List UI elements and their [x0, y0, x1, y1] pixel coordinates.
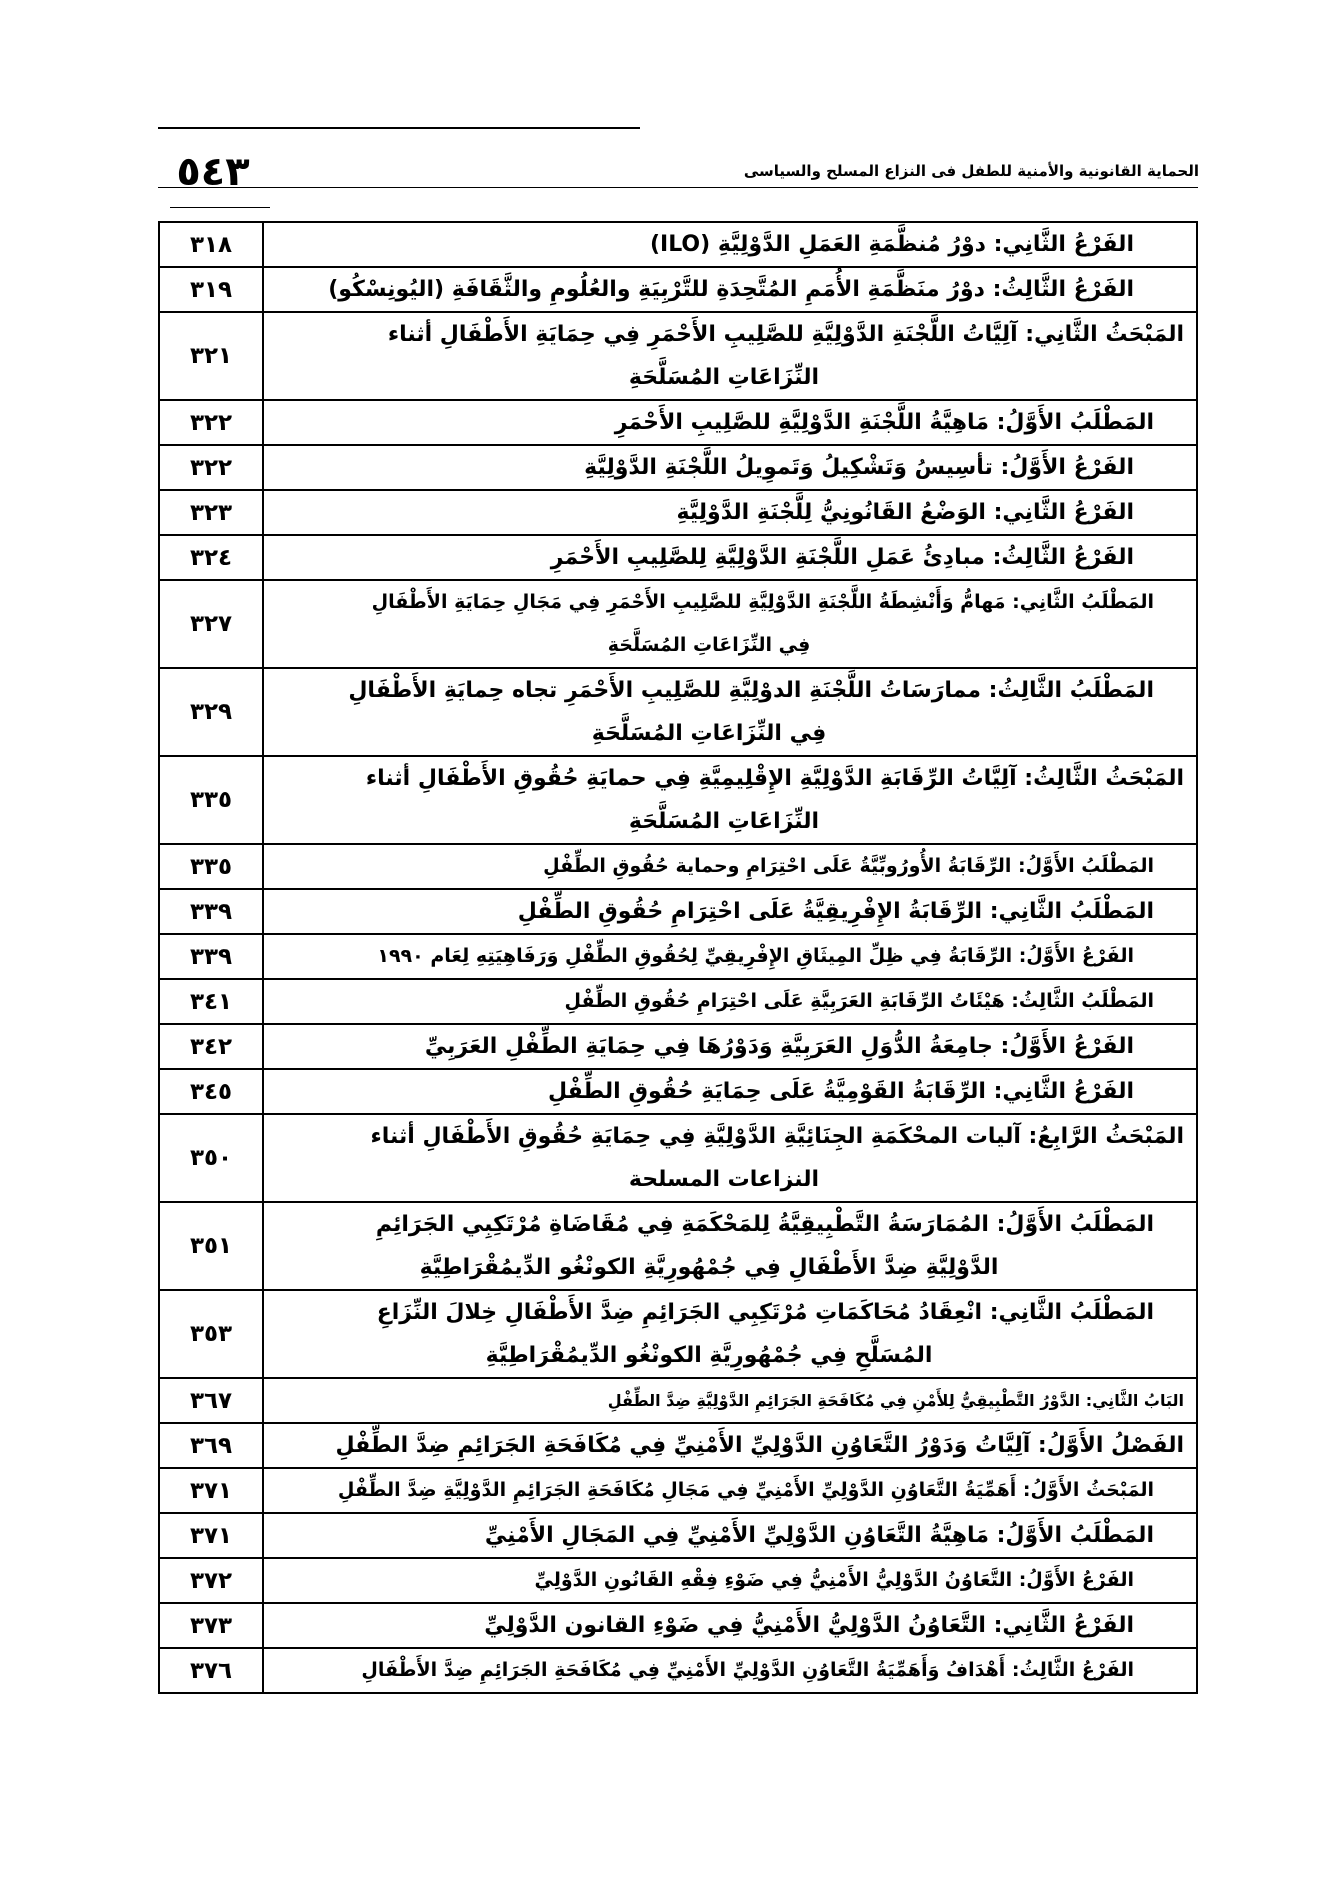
toc-entry-title — [263, 668, 1197, 756]
toc-entry-line-2: الدَّوْلِيَّةِ ضِدَّ الأَطْفَالِ فِي جُمْهُورِيَّةِ الكونْغُو الدِّيمُقْرَاطِيَّةِ — [419, 1255, 999, 1280]
toc-page-number: ٣٢٧ — [159, 580, 263, 668]
toc-page-number: ٣٢١ — [159, 312, 263, 400]
toc-entry-line-2: المُسَلَّحِ فِي جُمْهُورِيَّةِ الكونْغُو الدِّيمُقْرَاطِيَّةِ — [485, 1343, 933, 1368]
toc-entry-title — [263, 445, 1197, 490]
toc-row — [159, 1378, 1197, 1423]
toc-entry-title — [263, 1378, 1197, 1423]
toc-entry-title — [263, 1513, 1197, 1558]
toc-entry-line-1: الفَرْعُ الأَوَّلُ: الرِّقَابَةُ فِي ظِلِّ المِيثَاقِ الإِفْرِيقِيِّ لِحُقُوقِ الطِّفْلِ وَرَفَاهِيَتِهِ لِعَام ١٩٩٠ — [377, 945, 1134, 967]
toc-entry-title — [263, 267, 1197, 312]
toc-row — [159, 1423, 1197, 1468]
toc-page-number: ٣٢٣ — [159, 490, 263, 535]
toc-entry-line-2: النزاعات المسلحة — [628, 1167, 820, 1192]
toc-page-number: ٣٦٧ — [159, 1378, 263, 1423]
top-rule — [158, 127, 640, 129]
toc-page-number: ٣٦٩ — [159, 1423, 263, 1468]
running-title: الحماية القانونية والأمنية للطفل فى النزاع المسلح والسياسى — [743, 162, 1199, 180]
page-number-rule — [170, 207, 270, 208]
toc-entry-line-1: البَابُ الثَّانِي: الدَّوْرُ التَّطْبِيقِيُّ لِلأَمْنِ فِي مُكَافَحَةِ الجَرَائِمِ الدَّوْلِيَّةِ ضِدَّ الطِّفْلِ — [607, 1391, 1184, 1410]
toc-page-number: ٣٢٤ — [159, 535, 263, 580]
toc-entry-title — [263, 1558, 1197, 1603]
toc-row — [159, 979, 1197, 1024]
toc-entry-line-2: فِي النِّزَاعَاتِ المُسَلَّحَةِ — [591, 721, 827, 746]
toc-row — [159, 1114, 1197, 1202]
toc-page-number: ٣٢٢ — [159, 445, 263, 490]
toc-entry-line-1: الفَرْعُ الثَّالِثُ: أَهْدَافُ وَأَهَمِّيَةُ التَّعَاوُنِ الدَّوْلِيِّ الأَمْنِيِّ فِي مُكَافَحَةِ الجَرَائِمِ ضِدَّ الأَطْفَالِ — [361, 1659, 1134, 1681]
toc-row — [159, 934, 1197, 979]
toc-entry-line-1: المَطْلَبُ الأَوَّلُ: المُمَارَسَةُ التَّطْبِيقِيَّةُ لِلمَحْكَمَةِ فِي مُقَاضَاةِ مُرْتَكِبِي الجَرَائِمِ — [375, 1212, 1154, 1237]
toc-entry-line-1: المَطْلَبُ الثَّانِي: انْعِقَادُ مُحَاكَمَاتِ مُرْتَكِبِي الجَرَائِمِ ضِدَّ الأَطْفَالِ خِلالَ النِّزَاعِ — [376, 1300, 1154, 1325]
toc-row — [159, 490, 1197, 535]
toc-entry-title — [263, 312, 1197, 400]
toc-entry-title — [263, 889, 1197, 934]
toc-row — [159, 400, 1197, 445]
toc-table — [158, 221, 1198, 1694]
toc-page-number: ٣٧٣ — [159, 1603, 263, 1648]
toc-entry-title — [263, 400, 1197, 445]
toc-entry-line-1: المَطْلَبُ الثَّانِي: مَهامُّ وَأَنْشِطَةُ اللَّجْنَةِ الدَّوْلِيَّةِ للصَّلِيبِ الأَحْمَرِ فِي مَجَالِ حِمَايَةِ الأَطْفَالِ — [371, 591, 1154, 613]
toc-entry-title — [263, 1423, 1197, 1468]
toc-entry-title — [263, 979, 1197, 1024]
toc-row — [159, 756, 1197, 844]
toc-entry-line-1: الفَرْعُ الأَوَّلُ: تأسِيسُ وَتَشْكِيلُ وَتَموِيلُ اللَّجْنَةِ الدَّوْلِيَّةِ — [584, 455, 1134, 480]
toc-row — [159, 1648, 1197, 1693]
toc-page-number: ٣٢٢ — [159, 400, 263, 445]
toc-entry-title — [263, 535, 1197, 580]
toc-entry-line-1: الفَرْعُ الثَّالِثُ: دوْرُ منَظَّمَةِ الأُمَمِ المُتَّحِدَةِ للتَّرْبِيَةِ والعُلُومِ والثَّقَافَةِ (اليُونِسْكُو) — [328, 277, 1134, 302]
toc-entry-line-1: المَطْلَبُ الثَّالِثُ: هَيْئَاتُ الرِّقَابَةِ العَرَبِيَّةِ عَلَى احْتِرَامِ حُقُوقِ الطِّفْلِ — [564, 990, 1154, 1012]
toc-entry-title — [263, 222, 1197, 267]
toc-entry-line-1: المَطْلَبُ الأَوَّلُ: مَاهِيَّةُ التَّعَاوُنِ الدَّوْلِيِّ الأَمْنِيِّ فِي المَجَالِ الأَمْنِيِّ — [484, 1523, 1154, 1548]
toc-row — [159, 267, 1197, 312]
toc-row — [159, 1468, 1197, 1513]
toc-entry-line-1: المَطْلَبُ الأَوَّلُ: مَاهِيَّةُ اللَّجْنَةِ الدَّوْلِيَّةِ للصَّلِيبِ الأَحْمَرِ — [614, 410, 1154, 435]
toc-page-number: ٣٥٠ — [159, 1114, 263, 1202]
toc-entry-title — [263, 1024, 1197, 1069]
toc-page-number: ٣٢٩ — [159, 668, 263, 756]
toc-row — [159, 312, 1197, 400]
toc-entry-title — [263, 844, 1197, 889]
toc-entry-line-2: فِي النِّزَاعَاتِ المُسَلَّحَةِ — [607, 634, 811, 656]
toc-entry-line-1: الفَرْعُ الثَّانِي: دوْرُ مُنظَّمَةِ العَمَلِ الدَّوْلِيَّةِ (ILO) — [649, 232, 1134, 257]
toc-page-number: ٣٣٩ — [159, 889, 263, 934]
toc-entry-title — [263, 1648, 1197, 1693]
toc-entry-title — [263, 580, 1197, 668]
toc-entry-line-1: المَطْلَبُ الأَوَّلُ: الرِّقَابَةُ الأُورُوبِّيَّةُ عَلَى احْتِرَامِ وحماية حُقُوقِ الطِّفْلِ — [543, 855, 1154, 877]
page-number: ٥٤٣ — [176, 149, 250, 195]
toc-entry-title — [263, 1069, 1197, 1114]
toc-entry-line-1: الفَرْعُ الأَوَّلُ: التَّعَاوُنُ الدَّوْلِيُّ الأَمْنِيُّ فِي ضَوْءِ فِقْهِ القَانُونِ الدَّوْلِيِّ — [534, 1569, 1134, 1591]
toc-entry-line-1: الفَصْلُ الأَوَّلُ: آلِيَّاتُ وَدَوْرُ التَّعَاوُنِ الدَّوْلِيِّ الأَمْنِيِّ فِي مُكَافَحَةِ الجَرَائِمِ ضِدَّ الطِّفْلِ — [335, 1433, 1184, 1458]
toc-page-number: ٣١٨ — [159, 222, 263, 267]
toc-entry-line-1: المَطْلَبُ الثَّالِثُ: ممارَسَاتُ اللَّجْنَةِ الدوْلِيَّةِ للصَّلِيبِ الأَحْمَرِ تجاه حِمايَةِ الأَطْفَالِ — [348, 678, 1154, 703]
toc-page-number: ٣٧١ — [159, 1513, 263, 1558]
toc-entry-line-1: المَبْحَثُ الرَّابِعُ: آليات المحْكَمَةِ الجِنَائِيَّةِ الدَّوْلِيَّةِ فِي حِمَايَةِ حُقُوقِ الأَطْفَالِ أثناء — [370, 1124, 1184, 1149]
toc-body — [159, 222, 1197, 1693]
toc-entry-line-1: الفَرْعُ الثَّانِي: الرِّقَابَةُ القَوْمِيَّةُ عَلَى حِمَايَةِ حُقُوقِ الطِّفْلِ — [547, 1079, 1134, 1104]
header-rule — [158, 187, 1198, 188]
toc-page-number: ٣١٩ — [159, 267, 263, 312]
toc-row — [159, 844, 1197, 889]
toc-page-number: ٣٥١ — [159, 1202, 263, 1290]
toc-row — [159, 222, 1197, 267]
toc-entry-line-2: النِّزَاعَاتِ المُسَلَّحَةِ — [628, 365, 820, 390]
toc-entry-line-1: المَبْحَثُ الثَّالِثُ: آلِيَّاتُ الرِّقَابَةِ الدَّوْلِيَّةِ الإِقْلِيمِيَّةِ فِي حمايَةِ حُقُوقِ الأَطْفَالِ أثناء — [365, 766, 1184, 791]
toc-row — [159, 445, 1197, 490]
toc-entry-title — [263, 1114, 1197, 1202]
toc-page-number: ٣٣٥ — [159, 844, 263, 889]
toc-entry-line-1: المَبْحَثُ الأَوَّلُ: أَهَمِّيَةُ التَّعَاوُنِ الدَّوْلِيِّ الأَمْنِيِّ فِي مَجَالِ مُكَافَحَةِ الجَرَائِمِ الدَّوْلِيَّةِ ضِدَّ الطِّفْلِ — [337, 1479, 1154, 1501]
toc-page-number: ٣٤١ — [159, 979, 263, 1024]
toc-page-number: ٣٤٢ — [159, 1024, 263, 1069]
toc-entry-line-1: المَبْحَثُ الثَّانِي: آلِيَّاتُ اللَّجْنَةِ الدَّوْلِيَّةِ للصَّلِيبِ الأَحْمَرِ فِي حِمَايَةِ الأَطْفَالِ أثناء — [387, 322, 1184, 347]
toc-page-number: ٣٥٣ — [159, 1290, 263, 1378]
toc-entry-line-2: النِّزَاعَاتِ المُسَلَّحَةِ — [628, 809, 820, 834]
toc-page-number: ٣٧٦ — [159, 1648, 263, 1693]
toc-row — [159, 580, 1197, 668]
toc-entry-title — [263, 1290, 1197, 1378]
toc-entry-title — [263, 1202, 1197, 1290]
toc-row — [159, 1603, 1197, 1648]
toc-entry-line-1: الفَرْعُ الأَوَّلُ: جامِعَةُ الدُّوَلِ العَرَبِيَّةِ وَدَوْرُهَا فِي حِمَايَةِ الطِّفْلِ العَرَبِيِّ — [424, 1034, 1134, 1059]
toc-page-number: ٣٧١ — [159, 1468, 263, 1513]
toc-row — [159, 1290, 1197, 1378]
toc-row — [159, 1513, 1197, 1558]
toc-page-number: ٣٧٢ — [159, 1558, 263, 1603]
toc-row — [159, 1202, 1197, 1290]
toc-row — [159, 1558, 1197, 1603]
toc-entry-title — [263, 934, 1197, 979]
toc-entry-title — [263, 756, 1197, 844]
toc-entry-line-1: الفَرْعُ الثَّالِثُ: مبادِئُ عَمَلِ اللَّجْنَةِ الدَّوْلِيَّةِ لِلصَّلِيبِ الأَحْمَرِ — [550, 545, 1134, 570]
toc-row — [159, 1024, 1197, 1069]
toc-row — [159, 535, 1197, 580]
toc-entry-title — [263, 1468, 1197, 1513]
toc-page-number: ٣٣٩ — [159, 934, 263, 979]
toc-entry-line-1: الفَرْعُ الثَّانِي: الوَضْعُ القَانُونِيُّ لِلَّجْنَةِ الدَّوْلِيَّةِ — [676, 500, 1134, 525]
toc-entry-title — [263, 490, 1197, 535]
toc-row — [159, 889, 1197, 934]
toc-entry-title — [263, 1603, 1197, 1648]
toc-page-number: ٣٤٥ — [159, 1069, 263, 1114]
toc-entry-line-1: المَطْلَبُ الثَّانِي: الرِّقَابَةُ الإِفْرِيقِيَّةُ عَلَى احْتِرَامِ حُقُوقِ الطِّفْلِ — [517, 899, 1154, 924]
toc-row — [159, 668, 1197, 756]
toc-row — [159, 1069, 1197, 1114]
toc-page-number: ٣٣٥ — [159, 756, 263, 844]
toc-entry-line-1: الفَرْعُ الثَّانِي: التَّعَاوُنُ الدَّوْلِيُّ الأَمْنِيُّ فِي ضَوْءِ القانون الدَّوْلِيِّ — [484, 1613, 1134, 1638]
